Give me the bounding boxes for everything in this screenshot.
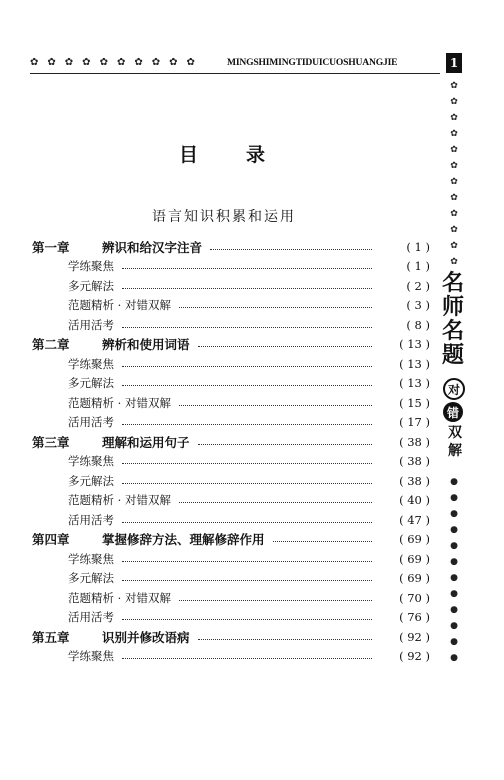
dot-leader — [122, 658, 372, 659]
flower-dot-icon: ✿ — [99, 57, 108, 68]
page-ref: ( 13 ) — [399, 356, 430, 371]
dot-leader — [122, 288, 372, 289]
chapter-number: 第二章 — [32, 337, 70, 353]
section-title: 学练聚焦 — [68, 551, 114, 566]
flower-dot-icon: ✿ — [450, 257, 458, 267]
flower-dot-icon: ✿ — [450, 113, 458, 123]
chapter-title: 理解和运用句子 — [102, 434, 190, 450]
section-title: 多元解法 — [68, 571, 114, 586]
flower-dot-icon: ✿ — [450, 225, 458, 235]
page-ref: ( 92 ) — [399, 629, 430, 644]
section-title: 活用活考 — [68, 317, 114, 332]
toc-section-row — [32, 588, 430, 608]
dot-leader — [179, 307, 372, 308]
flower-dot-icon: ✿ — [450, 81, 458, 91]
flower-dot-icon: ✿ — [134, 57, 143, 68]
flower-dot-icon: ✿ — [450, 145, 458, 155]
toc-title: 目录 — [179, 144, 314, 166]
dot-leader — [198, 639, 372, 640]
flower-dot-icon: ✿ — [64, 57, 74, 68]
section-title: 多元解法 — [68, 278, 114, 293]
side-title-char: 题 — [441, 343, 464, 368]
dot-leader — [179, 405, 372, 406]
page-number-badge: 1 — [446, 53, 462, 73]
flower-dot-icon: ✿ — [116, 57, 126, 68]
toc-section-row — [32, 393, 430, 413]
flower-dot-icon: ● — [450, 525, 458, 535]
flower-dot-icon: ✿ — [151, 57, 161, 68]
dot-leader — [122, 366, 372, 367]
page-ref: ( 38 ) — [399, 454, 430, 469]
part-title: 语言知识积累和运用 — [152, 209, 296, 225]
page-ref: ( 13 ) — [399, 376, 430, 391]
section-title: 学练聚焦 — [68, 259, 114, 274]
toc-chapter-row — [32, 627, 430, 647]
toc-section-row — [32, 452, 430, 472]
side-title-char: 师 — [441, 295, 464, 320]
toc-section-row — [32, 471, 430, 491]
flower-dot-icon: ● — [450, 653, 458, 663]
page-ref: ( 3 ) — [406, 298, 430, 313]
flower-dot-icon: ● — [450, 541, 458, 551]
side-title-char: 名 — [441, 319, 464, 344]
flower-dot-icon: ● — [450, 605, 458, 615]
side-book-title — [439, 272, 467, 368]
toc-chapter-row — [32, 432, 430, 452]
section-title: 活用活考 — [68, 512, 114, 527]
section-title: 学练聚焦 — [68, 454, 114, 469]
flower-dot-icon: ✿ — [450, 193, 458, 203]
toc-section-row — [32, 510, 430, 530]
dot-leader — [179, 600, 372, 601]
page-ref: ( 70 ) — [399, 590, 430, 605]
dot-leader — [122, 522, 372, 523]
dot-leader — [122, 619, 372, 620]
chapter-title: 识别并修改语病 — [102, 629, 190, 645]
flower-dot-icon: ✿ — [450, 241, 458, 251]
chapter-number: 第一章 — [32, 239, 70, 255]
toc-section-row — [32, 608, 430, 628]
page-ref: ( 76 ) — [399, 610, 430, 625]
page-ref: ( 1 ) — [406, 259, 430, 274]
flower-dot-icon: ● — [450, 509, 458, 519]
dot-leader — [122, 561, 372, 562]
dot-leader — [122, 580, 372, 581]
flower-dot-icon: ● — [450, 493, 458, 503]
chapter-number: 第五章 — [32, 629, 70, 645]
side-circle-badges — [442, 378, 466, 424]
chapter-number: 第三章 — [32, 434, 70, 450]
chapter-title: 辨析和使用词语 — [102, 337, 190, 353]
circle-cuo-badge: 错 — [443, 402, 463, 422]
dot-leader — [122, 327, 372, 328]
section-title: 范题精析 · 对错双解 — [68, 493, 171, 508]
side-subtitle — [443, 424, 467, 460]
flower-dot-icon: ● — [450, 589, 458, 599]
toc-section-row — [32, 315, 430, 335]
flower-dot-icon: ● — [450, 573, 458, 583]
chapter-title: 掌握修辞方法、理解修辞作用 — [102, 532, 265, 548]
page-ref: ( 69 ) — [399, 551, 430, 566]
side-title-char: 名 — [441, 271, 464, 296]
flower-dot-icon: ✿ — [450, 209, 458, 219]
flower-dot-icon: ● — [450, 637, 458, 647]
flower-dot-icon: ✿ — [450, 161, 458, 171]
page-ref: ( 69 ) — [399, 532, 430, 547]
toc-section-row — [32, 257, 430, 277]
toc-chapter-row — [32, 237, 430, 257]
toc-chapter-row — [32, 335, 430, 355]
flower-dot-icon: ✿ — [450, 97, 458, 107]
side-tail-char: 双 — [448, 425, 462, 441]
flower-dot-icon: ● — [450, 557, 458, 567]
toc-section-row — [32, 354, 430, 374]
toc-section-row — [32, 296, 430, 316]
toc-section-row — [32, 276, 430, 296]
flower-dot-icon: ✿ — [82, 57, 91, 68]
page-ref: ( 92 ) — [399, 649, 430, 664]
page-ref: ( 13 ) — [399, 337, 430, 352]
dot-leader — [210, 249, 372, 250]
toc-section-row — [32, 569, 430, 589]
page-ref: ( 69 ) — [399, 571, 430, 586]
dot-leader — [122, 424, 372, 425]
toc-section-row — [32, 491, 430, 511]
section-title: 活用活考 — [68, 415, 114, 430]
toc-section-row — [32, 374, 430, 394]
header-rule — [30, 73, 440, 74]
side-ornaments-bottom — [446, 474, 462, 666]
running-header — [30, 54, 468, 72]
dot-leader — [122, 463, 372, 464]
dot-leader — [273, 541, 372, 542]
dot-leader — [122, 385, 372, 386]
table-of-contents — [32, 237, 430, 666]
section-title: 多元解法 — [68, 376, 114, 391]
running-title: MINGSHIMINGTIDUICUOSHUANGJIE — [227, 57, 398, 68]
toc-section-row — [32, 413, 430, 433]
section-title: 多元解法 — [68, 473, 114, 488]
page-ref: ( 47 ) — [399, 512, 430, 527]
flower-dot-icon: ✿ — [30, 57, 39, 68]
page-ref: ( 40 ) — [399, 493, 430, 508]
section-title: 范题精析 · 对错双解 — [68, 298, 171, 313]
section-title: 范题精析 · 对错双解 — [68, 590, 171, 605]
section-title: 范题精析 · 对错双解 — [68, 395, 171, 410]
flower-dot-icon: ✿ — [169, 57, 178, 68]
section-title: 学练聚焦 — [68, 356, 114, 371]
page-ref: ( 38 ) — [399, 434, 430, 449]
dot-leader — [198, 444, 372, 445]
page-ref: ( 15 ) — [399, 395, 430, 410]
flower-dot-icon: ● — [450, 477, 458, 487]
flower-dot-icon: ● — [450, 621, 458, 631]
toc-section-row — [32, 549, 430, 569]
section-title: 活用活考 — [68, 610, 114, 625]
dot-leader — [179, 502, 372, 503]
flower-dot-icon: ✿ — [450, 177, 458, 187]
side-ornaments-top — [446, 78, 462, 270]
circle-dui-badge: 对 — [443, 378, 465, 400]
page-ref: ( 38 ) — [399, 473, 430, 488]
section-title: 学练聚焦 — [68, 649, 114, 664]
page-ref: ( 1 ) — [406, 239, 430, 254]
flower-dot-icon: ✿ — [47, 57, 56, 68]
flower-dot-icon: ✿ — [450, 129, 458, 139]
page-ref: ( 17 ) — [399, 415, 430, 430]
chapter-number: 第四章 — [32, 532, 70, 548]
toc-section-row — [32, 647, 430, 667]
page-ref: ( 8 ) — [406, 317, 430, 332]
side-tail-char: 解 — [448, 443, 462, 459]
chapter-title: 辨识和给汉字注音 — [102, 239, 203, 255]
dot-leader — [198, 346, 372, 347]
dot-leader — [122, 268, 372, 269]
toc-chapter-row — [32, 530, 430, 550]
page-ref: ( 2 ) — [406, 278, 430, 293]
dot-leader — [122, 483, 372, 484]
header-ornaments — [30, 54, 204, 72]
flower-dot-icon: ✿ — [186, 57, 195, 68]
